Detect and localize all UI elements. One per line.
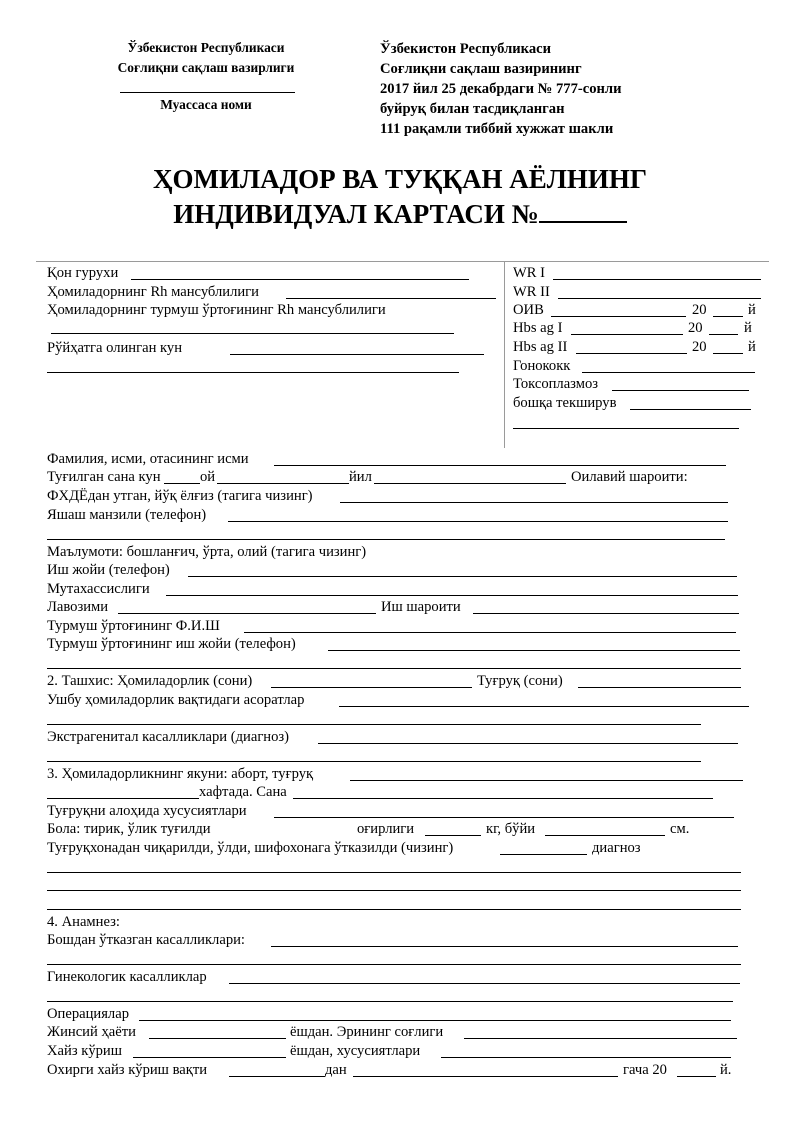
- weight-label: оғирлиги: [357, 821, 415, 837]
- fio-field[interactable]: [274, 465, 726, 466]
- approval-line2: Соғлиқни сақлаш вазирининг: [380, 61, 582, 77]
- spouse-fio-field[interactable]: [244, 632, 736, 633]
- card-number-field[interactable]: [539, 197, 627, 223]
- hbs2-label: Hbs ag II: [513, 339, 568, 355]
- cm-label: см.: [670, 821, 690, 837]
- gonococcus-field[interactable]: [582, 372, 755, 373]
- past-diseases-field-2[interactable]: [47, 964, 741, 965]
- oiv-year-prefix: 20: [692, 302, 707, 318]
- menses-label: Хайз кўриш: [47, 1043, 122, 1059]
- birth-day-label: Туғилган сана кун: [47, 469, 161, 485]
- fhdyo-field[interactable]: [340, 502, 728, 503]
- reg-date-label: Рўйҳатга олинган кун: [47, 340, 183, 356]
- rh-label: Ҳомиладорнинг Rh мансублилиги: [47, 284, 259, 300]
- operations-label: Операциялар: [47, 1006, 129, 1022]
- spouse-work-label: Турмуш ўртоғининг иш жойи (телефон): [47, 636, 296, 652]
- last-menses-label: Охирги хайз кўриш вақти: [47, 1062, 208, 1078]
- family-label: Оилавий шароити:: [571, 469, 688, 485]
- birth-year-label: йил: [349, 469, 372, 485]
- pregnancy-outcome-field[interactable]: [350, 780, 743, 781]
- hbs1-year-field[interactable]: [709, 334, 738, 335]
- work-conditions-label: Иш шароити: [381, 599, 461, 615]
- wr2-label: WR II: [513, 284, 550, 300]
- ministry-left-line2: Соғлиқни сақлаш вазирлиги: [117, 60, 295, 75]
- card-title-number-label: ИНДИВИДУАЛ КАРТАСИ №: [173, 199, 539, 229]
- discharge-field[interactable]: [500, 854, 587, 855]
- speciality-field[interactable]: [166, 595, 738, 596]
- child-status-label: Бола: тирик, ўлик туғилди: [47, 821, 211, 837]
- card-title-line2: [0, 197, 800, 231]
- education-label: Маълумоти: бошланғич, ўрта, олий (тагига чизинг): [47, 544, 367, 560]
- diagnosis-pregnancies-label: 2. Ташхис: Ҳомиладорлик (сони): [47, 673, 253, 689]
- rh-field[interactable]: [286, 298, 496, 299]
- institution-name-line[interactable]: [120, 92, 295, 93]
- birth-day-field[interactable]: [164, 483, 200, 484]
- spouse-work-field-2[interactable]: [47, 668, 741, 669]
- discharge-diagnosis-label: диагноз: [592, 840, 641, 856]
- height-label: кг, бўйи: [486, 821, 536, 837]
- wr1-label: WR I: [513, 265, 546, 281]
- operations-field[interactable]: [139, 1020, 731, 1021]
- institution-name-label: Муассаса номи: [160, 97, 252, 112]
- hbs1-label: Hbs ag I: [513, 320, 563, 336]
- birth-features-label: Туғруқни алоҳида хусусиятлари: [47, 803, 247, 819]
- births-count-label: Туғруқ (сони): [477, 673, 563, 689]
- spouse-rh-field[interactable]: [51, 333, 454, 334]
- hbs2-year-prefix: 20: [692, 339, 707, 355]
- husband-health-label: ёшдан. Эрининг соғлиги: [290, 1024, 444, 1040]
- fhdyo-label: ФХДЁдан утган, йўқ ёлғиз (тагига чизинг): [47, 488, 313, 504]
- fio-label: Фамилия, исми, отасининг исми: [47, 451, 249, 467]
- discharge-field-3[interactable]: [47, 890, 741, 891]
- other-tests-field-2[interactable]: [513, 428, 739, 429]
- box-top-divider: [36, 261, 769, 262]
- spouse-fio-label: Турмуш ўртоғининг Ф.И.Ш: [47, 618, 220, 634]
- discharge-field-4[interactable]: [47, 909, 741, 910]
- speciality-label: Мутахассислиги: [47, 581, 150, 597]
- position-field[interactable]: [118, 613, 376, 614]
- reg-date-field-2[interactable]: [47, 372, 459, 373]
- blood-group-label: Қон гурухи: [47, 265, 119, 281]
- other-tests-field[interactable]: [630, 409, 751, 410]
- discharge-field-2[interactable]: [47, 872, 741, 873]
- oiv-year-field[interactable]: [713, 316, 743, 317]
- address-field[interactable]: [228, 521, 728, 522]
- last-menses-year-field[interactable]: [677, 1076, 716, 1077]
- gyn-diseases-field-2[interactable]: [47, 1001, 733, 1002]
- box-vertical-divider: [504, 262, 505, 448]
- oiv-label: ОИВ: [513, 302, 544, 318]
- weeks-field[interactable]: [47, 798, 199, 799]
- hbs1-year-prefix: 20: [688, 320, 703, 336]
- last-menses-year-suffix: й.: [720, 1062, 732, 1078]
- pregnancy-outcome-label: 3. Ҳомиладорликнинг якуни: аборт, туғруқ: [47, 766, 314, 782]
- sex-life-label: Жинсий ҳаёти: [47, 1024, 136, 1040]
- date-field[interactable]: [293, 798, 713, 799]
- approval-line3: 2017 йил 25 декабрдаги № 777-сонли: [380, 81, 622, 97]
- discharge-label: Туғруқхонадан чиқарилди, ўлди, шифохонага ўтказилди (чизинг): [47, 840, 454, 856]
- work-conditions-field[interactable]: [473, 613, 739, 614]
- hbs2-year-field[interactable]: [713, 353, 743, 354]
- menses-features-label: ёшдан, хусусиятлари: [290, 1043, 421, 1059]
- oiv-field[interactable]: [551, 316, 686, 317]
- reg-date-field[interactable]: [230, 354, 484, 355]
- birth-month-field[interactable]: [217, 483, 349, 484]
- approval-line5: 111 рақамли тиббий хужжат шакли: [380, 121, 614, 137]
- work-field[interactable]: [188, 576, 737, 577]
- card-title-line1: ҲОМИЛАДОР ВА ТУҚҚАН АЁЛНИНГ: [152, 164, 647, 194]
- other-tests-label: бошқа текширув: [513, 395, 617, 411]
- complications-field[interactable]: [339, 706, 749, 707]
- gonococcus-label: Гонококк: [513, 358, 571, 374]
- extragenital-label: Экстрагенитал касалликлари (диагноз): [47, 729, 290, 745]
- past-diseases-label: Бошдан ўтказган касалликлари:: [47, 932, 245, 948]
- wr1-field[interactable]: [553, 279, 761, 280]
- weeks-date-label: хафтада. Сана: [199, 784, 287, 800]
- last-menses-from-field[interactable]: [229, 1076, 325, 1077]
- last-menses-until-field[interactable]: [353, 1076, 618, 1077]
- hbs1-field[interactable]: [571, 334, 683, 335]
- weight-field[interactable]: [425, 835, 481, 836]
- extragenital-field-2[interactable]: [47, 761, 701, 762]
- birth-features-field[interactable]: [274, 817, 734, 818]
- address-field-2[interactable]: [47, 539, 725, 540]
- approval-line4: буйруқ билан тасдиқланган: [380, 101, 565, 117]
- hbs2-year-suffix: й: [748, 339, 756, 355]
- gyn-diseases-field[interactable]: [229, 983, 740, 984]
- gyn-diseases-label: Гинекологик касалликлар: [47, 969, 207, 985]
- menses-age-field[interactable]: [133, 1057, 286, 1058]
- birth-year-field[interactable]: [374, 483, 566, 484]
- sex-life-age-field[interactable]: [149, 1038, 286, 1039]
- blood-group-field[interactable]: [131, 279, 469, 280]
- height-field[interactable]: [545, 835, 665, 836]
- hbs1-year-suffix: й: [744, 320, 752, 336]
- birth-month-label: ой: [200, 469, 216, 485]
- approval-line1: Ўзбекистон Республикаси: [380, 41, 552, 57]
- work-label: Иш жойи (телефон): [47, 562, 170, 578]
- spouse-rh-label: Ҳомиладорнинг турмуш ўртоғининг Rh мансублилиги: [47, 302, 386, 318]
- toxoplasmosis-label: Токсоплазмоз: [513, 376, 599, 392]
- anamnesis-label: 4. Анамнез:: [47, 914, 120, 930]
- last-menses-until-label: гача 20: [623, 1062, 667, 1078]
- wr2-field[interactable]: [558, 298, 761, 299]
- complications-field-2[interactable]: [47, 724, 701, 725]
- hbs2-field[interactable]: [576, 353, 687, 354]
- pregnancies-count-field[interactable]: [271, 687, 472, 688]
- complications-label: Ушбу ҳомиладорлик вақтидаги асоратлар: [47, 692, 305, 708]
- toxoplasmosis-field[interactable]: [612, 390, 749, 391]
- ministry-left-line1: Ўзбекистон Республикаси: [127, 40, 285, 55]
- position-label: Лавозими: [47, 599, 109, 615]
- spouse-work-field[interactable]: [328, 650, 740, 651]
- last-menses-from-label: дан: [325, 1062, 347, 1078]
- past-diseases-field[interactable]: [271, 946, 738, 947]
- address-label: Яшаш манзили (телефон): [47, 507, 207, 523]
- oiv-year-suffix: й: [748, 302, 756, 318]
- births-count-field[interactable]: [578, 687, 741, 688]
- extragenital-field[interactable]: [318, 743, 738, 744]
- husband-health-field[interactable]: [464, 1038, 737, 1039]
- menses-features-field[interactable]: [441, 1057, 731, 1058]
